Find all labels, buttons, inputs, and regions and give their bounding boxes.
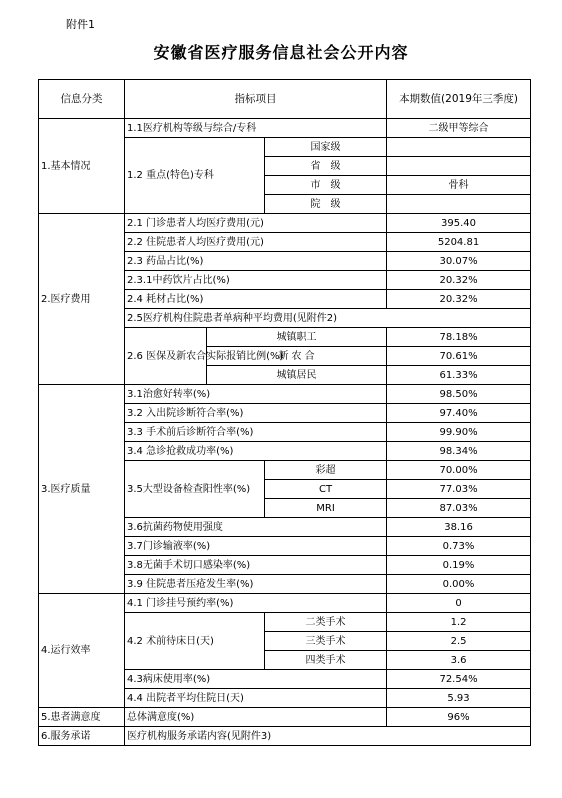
row-label: 3.5大型设备检查阳性率(%) [125, 461, 265, 518]
header-value: 本期数值(2019年三季度) [387, 80, 531, 119]
row-label: 3.3 手术前后诊断符合率(%) [125, 423, 387, 442]
category-efficiency: 4.运行效率 [39, 594, 125, 708]
annex-label: 附件1 [66, 18, 95, 31]
row-value: 20.32% [387, 290, 531, 309]
disclosure-table [38, 79, 531, 746]
row-value: 61.33% [387, 366, 531, 385]
sub-label: 四类手术 [265, 651, 387, 670]
row-value [387, 157, 531, 176]
header-category: 信息分类 [39, 80, 125, 119]
row-value: 38.16 [387, 518, 531, 537]
row-value: 0 [387, 594, 531, 613]
row-value: 20.32% [387, 271, 531, 290]
sub-label: 国家级 [265, 138, 387, 157]
row-label: 2.3 药品占比(%) [125, 252, 387, 271]
row-label: 2.4 耗材占比(%) [125, 290, 387, 309]
category-cost: 2.医疗费用 [39, 214, 125, 385]
row-value: 1.2 [387, 613, 531, 632]
header-indicator: 指标项目 [125, 80, 387, 119]
row-label: 1.2 重点(特色)专科 [125, 138, 265, 214]
row-value: 骨科 [387, 176, 531, 195]
row-value: 0.73% [387, 537, 531, 556]
row-label: 2.2 住院患者人均医疗费用(元) [125, 233, 387, 252]
row-label: 3.2 入出院诊断符合率(%) [125, 404, 387, 423]
sub-label: MRI [265, 499, 387, 518]
row-label: 4.3病床使用率(%) [125, 670, 387, 689]
row-value: 二级甲等综合 [387, 119, 531, 138]
row-value: 72.54% [387, 670, 531, 689]
row-value: 5204.81 [387, 233, 531, 252]
row-value: 87.03% [387, 499, 531, 518]
table-row [39, 594, 531, 613]
row-label: 3.1治愈好转率(%) [125, 385, 387, 404]
row-value: 98.50% [387, 385, 531, 404]
table-row [39, 214, 531, 233]
sub-label: 新 农 合 [207, 347, 387, 366]
row-value: 2.5 [387, 632, 531, 651]
row-label: 3.8无菌手术切口感染率(%) [125, 556, 387, 575]
table-row [39, 708, 531, 727]
row-value: 0.00% [387, 575, 531, 594]
sub-label: 城镇职工 [207, 328, 387, 347]
row-label: 总体满意度(%) [125, 708, 387, 727]
row-label: 2.6 医保及新农合实际报销比例(%) [125, 328, 207, 385]
table-row [39, 727, 531, 746]
row-label: 3.7门诊输液率(%) [125, 537, 387, 556]
row-value: 30.07% [387, 252, 531, 271]
row-value: 5.93 [387, 689, 531, 708]
row-value: 70.00% [387, 461, 531, 480]
sub-label: CT [265, 480, 387, 499]
row-label: 4.2 术前待床日(天) [125, 613, 265, 670]
sub-label: 院 级 [265, 195, 387, 214]
row-label: 3.4 急诊抢救成功率(%) [125, 442, 387, 461]
row-label: 1.1医疗机构等级与综合/专科 [125, 119, 387, 138]
row-label: 4.1 门诊挂号预约率(%) [125, 594, 387, 613]
row-label: 4.4 出院者平均住院日(天) [125, 689, 387, 708]
row-label: 2.5医疗机构住院患者单病种平均费用(见附件2) [125, 309, 531, 328]
row-value: 70.61% [387, 347, 531, 366]
table-row [39, 119, 531, 138]
category-quality: 3.医疗质量 [39, 385, 125, 594]
row-value: 96% [387, 708, 531, 727]
sub-label: 市 级 [265, 176, 387, 195]
sub-label: 省 级 [265, 157, 387, 176]
row-value: 98.34% [387, 442, 531, 461]
category-service: 6.服务承诺 [39, 727, 125, 746]
sub-label: 城镇居民 [207, 366, 387, 385]
row-label: 3.9 住院患者压疮发生率(%) [125, 575, 387, 594]
row-value [387, 138, 531, 157]
row-label: 医疗机构服务承诺内容(见附件3) [125, 727, 531, 746]
row-label: 3.6抗菌药物使用强度 [125, 518, 387, 537]
row-value [387, 195, 531, 214]
row-label: 2.3.1中药饮片占比(%) [125, 271, 387, 290]
row-value: 395.40 [387, 214, 531, 233]
category-satisfaction: 5.患者满意度 [39, 708, 125, 727]
row-value: 78.18% [387, 328, 531, 347]
row-value: 97.40% [387, 404, 531, 423]
sub-label: 二类手术 [265, 613, 387, 632]
row-value: 0.19% [387, 556, 531, 575]
row-value: 77.03% [387, 480, 531, 499]
sub-label: 三类手术 [265, 632, 387, 651]
row-label: 2.1 门诊患者人均医疗费用(元) [125, 214, 387, 233]
row-value: 3.6 [387, 651, 531, 670]
table-header [39, 80, 531, 119]
row-value: 99.90% [387, 423, 531, 442]
table-row [39, 385, 531, 404]
category-basic: 1.基本情况 [39, 119, 125, 214]
page-title: 安徽省医疗服务信息社会公开内容 [153, 43, 409, 62]
sub-label: 彩超 [265, 461, 387, 480]
